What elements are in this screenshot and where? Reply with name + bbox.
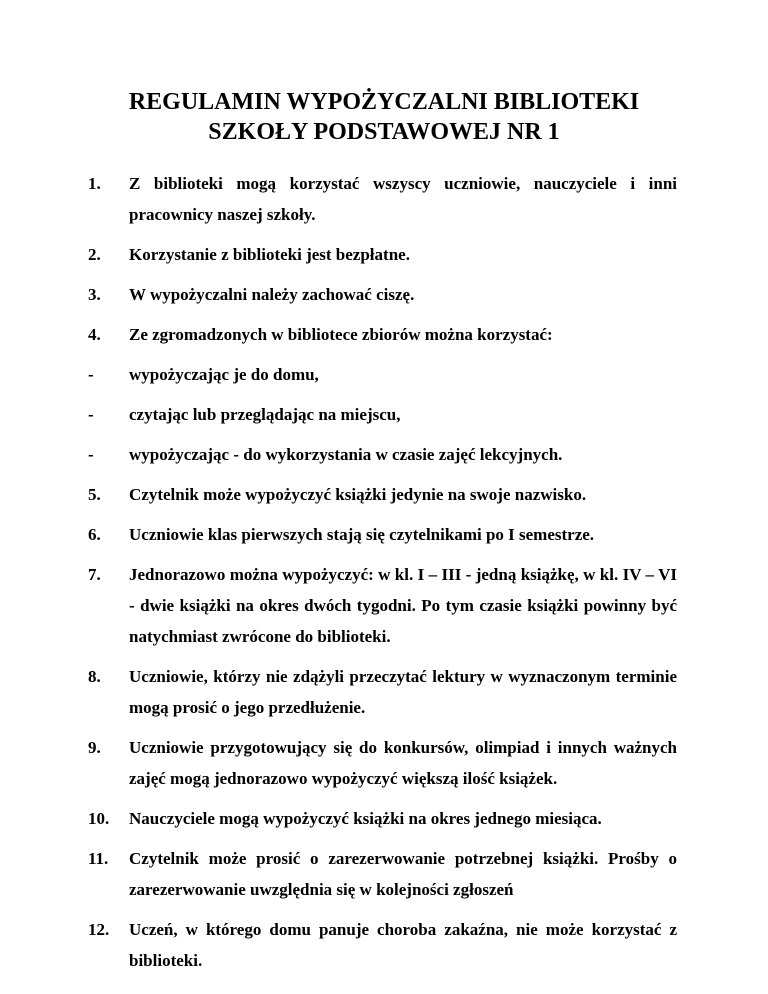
list-item bbox=[0, 439, 768, 470]
item-text: czytając lub przeglądając na miejscu, bbox=[129, 405, 401, 424]
list-item bbox=[0, 661, 768, 723]
item-text: Uczniowie przygotowujący się do konkursów, olimpiad i innych ważnych zajęć mogą jednorazowo wypożyczyć większą ilość książek. bbox=[129, 738, 677, 788]
item-number: 11. bbox=[88, 849, 109, 868]
item-number: 2. bbox=[88, 245, 101, 264]
item-number: 4. bbox=[88, 325, 101, 344]
item-text: W wypożyczalni należy zachować ciszę. bbox=[129, 285, 415, 304]
list-item bbox=[0, 359, 768, 390]
item-number: 8. bbox=[88, 667, 101, 686]
item-number: 5. bbox=[88, 485, 101, 504]
list-item bbox=[0, 319, 768, 350]
list-item bbox=[0, 803, 768, 834]
list-item bbox=[0, 559, 768, 652]
page-title-line-1: REGULAMIN WYPOŻYCZALNI BIBLIOTEKI bbox=[128, 89, 640, 115]
item-text: Czytelnik może prosić o zarezerwowanie potrzebnej książki. Prośby o zarezerwowanie uwzględnia się w kolejności zgłoszeń bbox=[129, 849, 677, 899]
item-text: Ze zgromadzonych w bibliotece zbiorów można korzystać: bbox=[129, 325, 553, 344]
item-text: Uczniowie klas pierwszych stają się czytelnikami po I semestrze. bbox=[129, 525, 595, 544]
item-text: Jednorazowo można wypożyczyć: w kl. I – III - jedną książkę, w kl. IV – VI - dwie książki na okres dwóch tygodni. Po tym czasie książki powinny być natychmiast zwrócone do biblioteki. bbox=[129, 565, 677, 646]
item-number: 12. bbox=[88, 920, 110, 939]
list-item bbox=[0, 168, 768, 230]
item-dash: - bbox=[88, 405, 94, 424]
list-item bbox=[0, 399, 768, 430]
item-text: Uczeń, w którego domu panuje choroba zakaźna, nie może korzystać z biblioteki. bbox=[129, 920, 677, 970]
item-number: 3. bbox=[88, 285, 101, 304]
item-number: 9. bbox=[88, 738, 101, 757]
list-item bbox=[0, 843, 768, 905]
item-text: wypożyczając - do wykorzystania w czasie zajęć lekcyjnych. bbox=[129, 445, 563, 464]
item-text: Czytelnik może wypożyczyć książki jedynie na swoje nazwisko. bbox=[129, 485, 587, 504]
item-text: Nauczyciele mogą wypożyczyć książki na okres jednego miesiąca. bbox=[129, 809, 602, 828]
item-dash: - bbox=[88, 445, 94, 464]
item-number: 1. bbox=[88, 174, 101, 193]
item-number: 10. bbox=[88, 809, 110, 828]
list-item bbox=[0, 732, 768, 794]
list-item bbox=[0, 519, 768, 550]
list-item bbox=[0, 479, 768, 510]
item-text: wypożyczając je do domu, bbox=[129, 365, 319, 384]
item-number: 7. bbox=[88, 565, 101, 584]
item-dash: - bbox=[88, 365, 94, 384]
item-number: 6. bbox=[88, 525, 101, 544]
list-item bbox=[0, 239, 768, 270]
item-text: Uczniowie, którzy nie zdążyli przeczytać lektury w wyznaczonym terminie mogą prosić o jego przedłużenie. bbox=[129, 667, 677, 717]
page-title-line-2: SZKOŁY PODSTAWOWEJ NR 1 bbox=[208, 119, 560, 145]
regulations-list bbox=[0, 168, 768, 985]
list-item bbox=[0, 279, 768, 310]
item-text: Korzystanie z biblioteki jest bezpłatne. bbox=[129, 245, 410, 264]
item-text: Z biblioteki mogą korzystać wszyscy uczniowie, nauczyciele i inni pracownicy naszej szkoły. bbox=[129, 174, 677, 224]
list-item bbox=[0, 914, 768, 976]
